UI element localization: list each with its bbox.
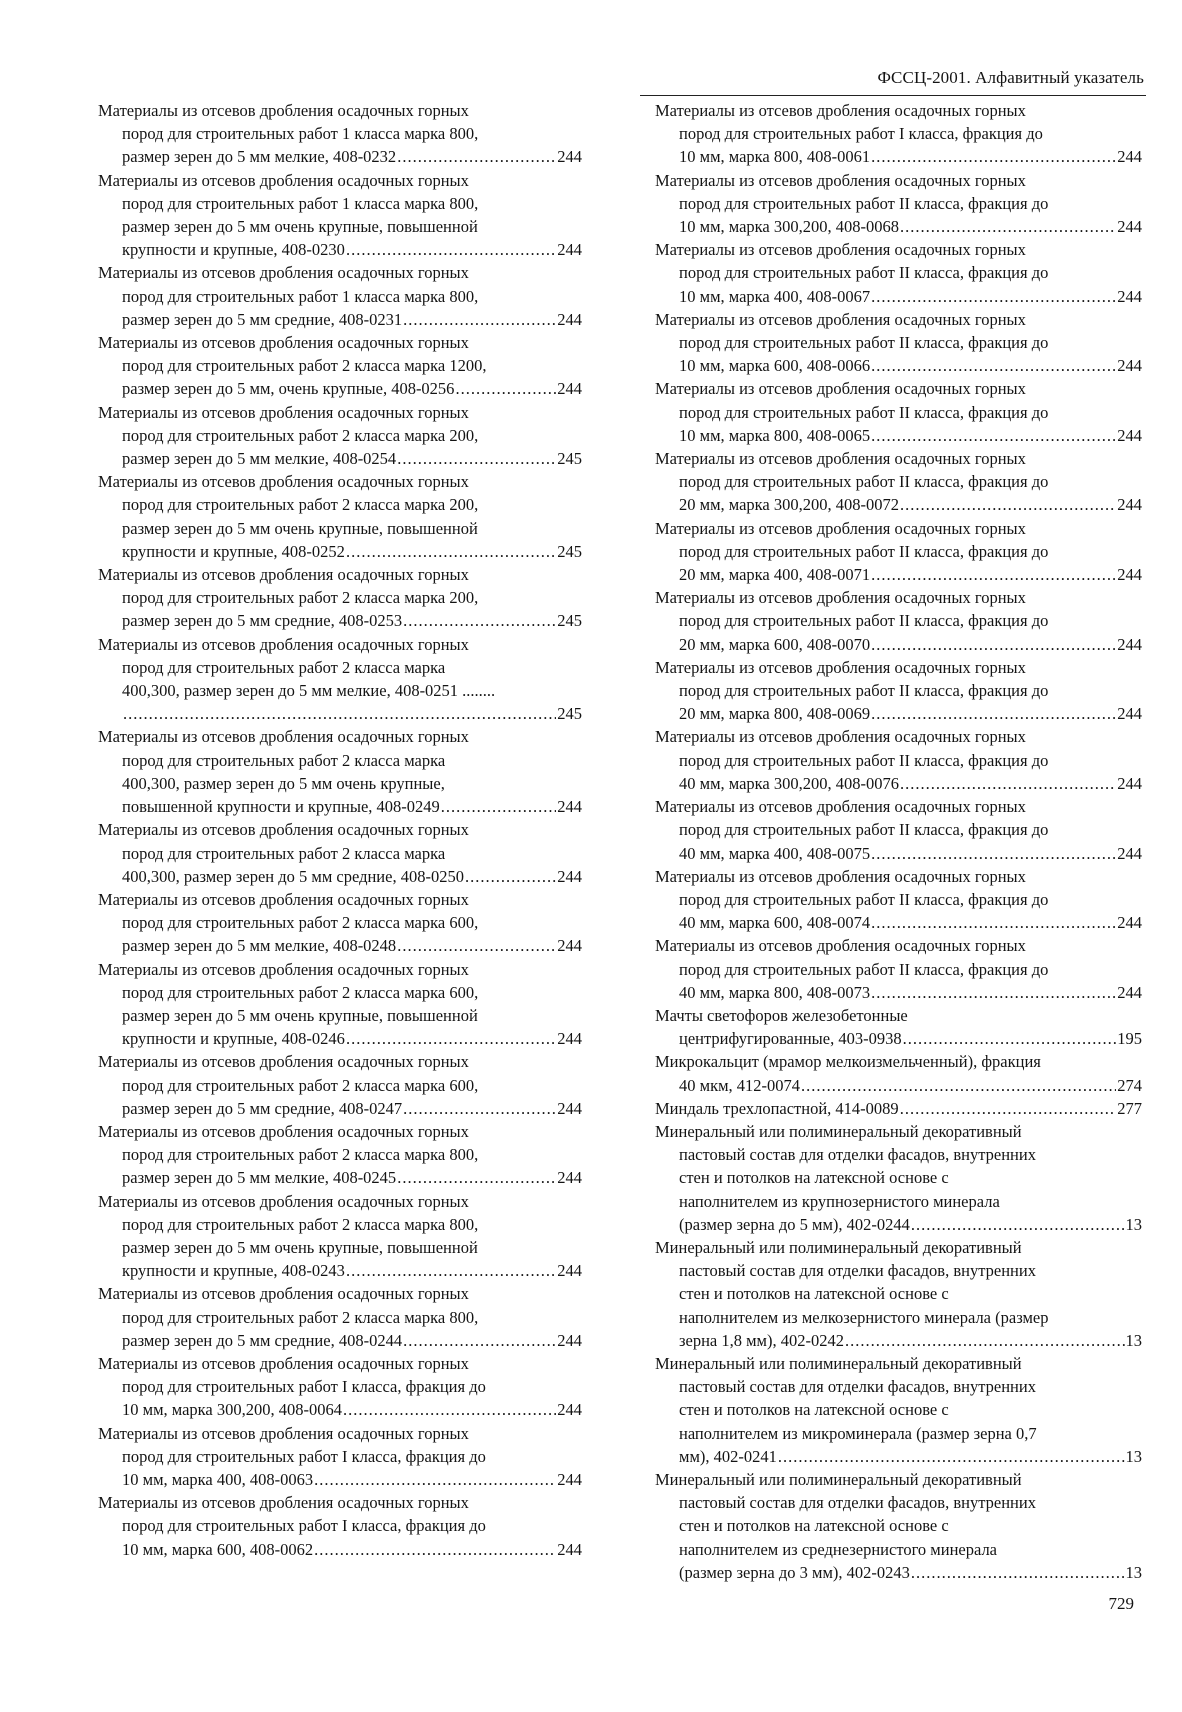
entry-text-line: стен и потолков на латексной основе с (679, 1400, 949, 1420)
dot-leader (123, 702, 556, 725)
index-entry (98, 1120, 582, 1190)
entry-last-line (655, 493, 1142, 516)
entry-last-line (98, 795, 582, 818)
dot-leader (871, 354, 1116, 377)
entry-text-line: крупности и крупные, 408-0243 (122, 1261, 345, 1281)
dot-leader (871, 842, 1116, 865)
dot-leader (900, 772, 1116, 795)
entry-page-number: 244 (557, 147, 582, 167)
entry-text-line: Материалы из отсевов дробления осадочных горных (655, 657, 1026, 677)
entry-text-line: Материалы из отсевов дробления осадочных горных (655, 449, 1026, 469)
entry-text-line: Материалы из отсевов дробления осадочных горных (98, 472, 469, 492)
entry-text-line: пастовый состав для отделки фасадов, внутренних (679, 1377, 1036, 1397)
entry-text-line: размер зерен до 5 мм мелкие, 408-0232 (122, 147, 397, 167)
dot-leader (346, 540, 556, 563)
entry-last-line (655, 772, 1142, 795)
entry-page-number: 244 (1117, 425, 1142, 445)
entry-page-number: 244 (557, 1539, 582, 1559)
index-entry (98, 169, 582, 262)
entry-text-line: крупности и крупные, 408-0246 (122, 1029, 345, 1049)
entry-text-line: пород для строительных работ I класса, фракция до (679, 124, 1043, 144)
entry-page-number: 244 (1117, 565, 1142, 585)
dot-leader (871, 633, 1116, 656)
entry-text-line: размер зерен до 5 мм очень крупные, повышенной (122, 518, 478, 538)
entry-text-line: Материалы из отсевов дробления осадочных горных (98, 820, 469, 840)
entry-page-number: 244 (557, 1469, 582, 1489)
entry-text-line: 10 мм, марка 800, 408-0061 (679, 147, 871, 167)
dot-leader (801, 1074, 1116, 1097)
entry-last-line (655, 1097, 1142, 1120)
entry-page-number: 274 (1117, 1075, 1142, 1095)
entry-page-number: 13 (1125, 1214, 1142, 1234)
index-entry (98, 633, 582, 726)
entry-last-line (98, 609, 582, 632)
dot-leader (314, 1538, 556, 1561)
entry-last-line (98, 1538, 582, 1561)
index-entry (98, 401, 582, 471)
dot-leader (403, 1329, 556, 1352)
index-entry (655, 1004, 1142, 1050)
dot-leader (346, 1027, 556, 1050)
entry-text-line: 40 мм, марка 800, 408-0073 (679, 982, 871, 1002)
dot-leader (346, 1259, 556, 1282)
entry-last-line (98, 865, 582, 888)
dot-leader (397, 447, 556, 470)
entry-text-line: Микрокальцит (мрамор мелкоизмельченный), фракция (655, 1052, 1041, 1072)
entry-text-line: 10 мм, марка 600, 408-0062 (122, 1539, 314, 1559)
entry-last-line (98, 934, 582, 957)
entry-text-line: 20 мм, марка 600, 408-0070 (679, 634, 871, 654)
entry-page-number: 244 (557, 309, 582, 329)
dot-leader (871, 911, 1116, 934)
entry-text-line: Материалы из отсевов дробления осадочных горных (655, 797, 1026, 817)
dot-leader (403, 609, 556, 632)
dot-leader (871, 285, 1116, 308)
entry-text-line: размер зерен до 5 мм мелкие, 408-0254 (122, 449, 397, 469)
index-entry (655, 308, 1142, 378)
entry-text-line: Материалы из отсевов дробления осадочных горных (98, 402, 469, 422)
index-entry (98, 1352, 582, 1422)
entry-text-line: пород для строительных работ II класса, фракция до (679, 472, 1049, 492)
entry-last-line (655, 633, 1142, 656)
entry-text-line: Материалы из отсевов дробления осадочных горных (655, 240, 1026, 260)
entry-last-line (655, 1074, 1142, 1097)
entry-text-line: пастовый состав для отделки фасадов, внутренних (679, 1145, 1036, 1165)
index-entry (655, 725, 1142, 795)
entry-text-line: пород для строительных работ II класса, фракция до (679, 263, 1049, 283)
entry-text-line: пород для строительных работ 2 класса марка (122, 657, 446, 677)
index-entry (98, 888, 582, 958)
entry-text-line: Миндаль трехлопастной, 414-0089 (655, 1098, 899, 1118)
entry-last-line (98, 1027, 582, 1050)
entry-text-line: пород для строительных работ 2 класса марка 800, (122, 1145, 479, 1165)
entry-last-line (655, 981, 1142, 1004)
index-entry (655, 1236, 1142, 1352)
entry-text-line: 40 мм, марка 600, 408-0074 (679, 913, 871, 933)
entry-page-number: 244 (1117, 634, 1142, 654)
entry-text-line: Минеральный или полиминеральный декоративный (655, 1121, 1022, 1141)
dot-leader (911, 1213, 1125, 1236)
entry-text-line: (размер зерна до 5 мм), 402-0244 (679, 1214, 910, 1234)
entry-text-line: пород для строительных работ II класса, фракция до (679, 611, 1049, 631)
entry-text-line: Материалы из отсевов дробления осадочных горных (655, 866, 1026, 886)
index-entry (655, 517, 1142, 587)
entry-text-line: размер зерен до 5 мм мелкие, 408-0245 (122, 1168, 397, 1188)
entry-page-number: 244 (557, 1330, 582, 1350)
index-entry (655, 656, 1142, 726)
entry-text-line: пород для строительных работ 2 класса марка 800, (122, 1307, 479, 1327)
entry-page-number: 244 (1117, 704, 1142, 724)
entry-text-line: Материалы из отсевов дробления осадочных горных (98, 959, 469, 979)
index-entry (655, 1468, 1142, 1584)
index-entry (98, 99, 582, 169)
page-number: 729 (1108, 1594, 1134, 1613)
entry-last-line (98, 308, 582, 331)
entry-text-line: Материалы из отсевов дробления осадочных горных (98, 1353, 469, 1373)
entry-text-line: 400,300, размер зерен до 5 мм очень крупные, (122, 773, 445, 793)
entry-text-line: Материалы из отсевов дробления осадочных горных (655, 518, 1026, 538)
index-column-left (98, 99, 582, 1561)
entry-page-number: 244 (557, 379, 582, 399)
entry-last-line (655, 563, 1142, 586)
dot-leader (346, 238, 556, 261)
dot-leader (871, 981, 1116, 1004)
index-entry (655, 377, 1142, 447)
entry-text-line: пород для строительных работ 2 класса марка 600, (122, 1075, 479, 1095)
entry-text-line: наполнителем из мелкозернистого минерала (размер (679, 1307, 1049, 1327)
entry-text-line: Материалы из отсевов дробления осадочных горных (98, 263, 469, 283)
dot-leader (465, 865, 556, 888)
index-entry (98, 331, 582, 401)
dot-leader (778, 1445, 1125, 1468)
entry-text-line: стен и потолков на латексной основе с (679, 1168, 949, 1188)
dot-leader (900, 1097, 1117, 1120)
entry-text-line: Материалы из отсевов дробления осадочных горных (98, 889, 469, 909)
entry-page-number: 244 (557, 866, 582, 886)
entry-page-number: 245 (557, 611, 582, 631)
entry-text-line: пород для строительных работ 1 класса марка 800, (122, 286, 479, 306)
entry-text-line: пород для строительных работ 2 класса марка (122, 843, 446, 863)
entry-text-line: пород для строительных работ 2 класса марка 800, (122, 1214, 479, 1234)
entry-last-line (655, 1561, 1142, 1584)
entry-page-number: 244 (1117, 913, 1142, 933)
entry-text-line: пород для строительных работ II класса, фракция до (679, 402, 1049, 422)
entry-text-line: Материалы из отсевов дробления осадочных горных (655, 379, 1026, 399)
entry-last-line (655, 1329, 1142, 1352)
dot-leader (397, 145, 556, 168)
entry-text-line: Минеральный или полиминеральный декоративный (655, 1469, 1022, 1489)
entry-last-line (98, 1166, 582, 1189)
entry-text-line: Материалы из отсевов дробления осадочных горных (655, 101, 1026, 120)
index-entry (98, 1190, 582, 1283)
entry-text-line: пород для строительных работ 2 класса марка 200, (122, 588, 479, 608)
dot-leader (871, 424, 1116, 447)
entry-page-number: 244 (1117, 495, 1142, 515)
entry-page-number: 244 (557, 1168, 582, 1188)
index-entry (98, 470, 582, 563)
entry-text-line: наполнителем из среднезернистого минерала (679, 1539, 998, 1559)
entry-page-number: 245 (557, 704, 582, 724)
entry-text-line: повышенной крупности и крупные, 408-0249 (122, 797, 440, 817)
entry-text-line: пород для строительных работ 2 класса марка 200, (122, 425, 479, 445)
entry-text-line: Материалы из отсевов дробления осадочных горных (98, 727, 469, 747)
entry-text-line: Материалы из отсевов дробления осадочных горных (655, 588, 1026, 608)
entry-last-line (98, 145, 582, 168)
page-header-title: ФССЦ-2001. Алфавитный указатель (877, 68, 1144, 87)
entry-last-line (655, 285, 1142, 308)
entry-text-line: пород для строительных работ 1 класса марка 800, (122, 193, 479, 213)
entry-text-line: пастовый состав для отделки фасадов, внутренних (679, 1261, 1036, 1281)
entry-text-line: пород для строительных работ II класса, фракция до (679, 333, 1049, 353)
entry-text-line: стен и потолков на латексной основе с (679, 1516, 949, 1536)
entry-last-line (655, 702, 1142, 725)
entry-page-number: 244 (557, 797, 582, 817)
entry-text-line: размер зерен до 5 мм очень крупные, повышенной (122, 217, 478, 237)
entry-text-line: размер зерен до 5 мм средние, 408-0247 (122, 1098, 403, 1118)
index-entry (655, 169, 1142, 239)
entry-page-number: 13 (1125, 1446, 1142, 1466)
entry-page-number: 244 (1117, 843, 1142, 863)
entry-text-line: 20 мм, марка 300,200, 408-0072 (679, 495, 899, 515)
entry-text-line: Материалы из отсевов дробления осадочных горных (98, 1423, 469, 1443)
entry-page-number: 244 (557, 240, 582, 260)
entry-text-line: крупности и крупные, 408-0252 (122, 541, 345, 561)
entry-last-line (655, 1213, 1142, 1236)
entry-text-line: 400,300, размер зерен до 5 мм средние, 408-0250 (122, 866, 464, 886)
index-entry (655, 934, 1142, 1004)
entry-text-line: 10 мм, марка 600, 408-0066 (679, 356, 871, 376)
entry-text-line: Материалы из отсевов дробления осадочных горных (98, 1284, 469, 1304)
index-entry (98, 818, 582, 888)
index-column-right (655, 99, 1142, 1584)
entry-text-line: (размер зерна до 3 мм), 402-0243 (679, 1562, 910, 1582)
dot-leader (871, 702, 1116, 725)
entry-text-line: пород для строительных работ II класса, фракция до (679, 959, 1049, 979)
entry-text-line: пород для строительных работ 2 класса марка 600, (122, 982, 479, 1002)
entry-text-line: Материалы из отсевов дробления осадочных горных (98, 1121, 469, 1141)
entry-text-line: зерна 1,8 мм), 402-0242 (679, 1330, 844, 1350)
index-entry (98, 1050, 582, 1120)
entry-text-line: пород для строительных работ II класса, фракция до (679, 889, 1049, 909)
dot-leader (871, 563, 1116, 586)
entry-text-line: пород для строительных работ 2 класса марка (122, 750, 446, 770)
entry-page-number: 244 (557, 1261, 582, 1281)
entry-page-number: 244 (1117, 773, 1142, 793)
entry-last-line (98, 702, 582, 725)
index-entry (98, 958, 582, 1051)
entry-text-line: Материалы из отсевов дробления осадочных горных (655, 727, 1026, 747)
entry-page-number: 244 (1117, 356, 1142, 376)
index-entry (98, 563, 582, 633)
entry-text-line: 10 мм, марка 800, 408-0065 (679, 425, 871, 445)
entry-text-line: пород для строительных работ 1 класса марка 800, (122, 124, 479, 144)
entry-text-line: пород для строительных работ II класса, фракция до (679, 820, 1049, 840)
entry-last-line (655, 145, 1142, 168)
index-entry (98, 261, 582, 331)
entry-text-line: пород для строительных работ 2 класса марка 600, (122, 913, 479, 933)
entry-text-line: Материалы из отсевов дробления осадочных горных (98, 1191, 469, 1211)
entry-text-line: 10 мм, марка 300,200, 408-0064 (122, 1400, 342, 1420)
entry-text-line: Материалы из отсевов дробления осадочных горных (98, 1493, 469, 1513)
entry-text-line: наполнителем из крупнозернистого минерала (679, 1191, 1000, 1211)
entry-page-number: 195 (1117, 1029, 1142, 1049)
dot-leader (911, 1561, 1125, 1584)
dot-leader (455, 377, 556, 400)
entry-last-line (98, 447, 582, 470)
entry-page-number: 244 (557, 1400, 582, 1420)
entry-last-line (98, 377, 582, 400)
entry-text-line: 20 мм, марка 800, 408-0069 (679, 704, 871, 724)
index-entry (98, 1282, 582, 1352)
dot-leader (900, 215, 1116, 238)
index-entry (655, 99, 1142, 169)
entry-text-line: Материалы из отсевов дробления осадочных горных (98, 101, 469, 120)
entry-text-line: 20 мм, марка 400, 408-0071 (679, 565, 871, 585)
index-entry (655, 586, 1142, 656)
index-entry (655, 447, 1142, 517)
entry-last-line (655, 424, 1142, 447)
entry-text-line: размер зерен до 5 мм средние, 408-0244 (122, 1330, 403, 1350)
entry-page-number: 244 (1117, 982, 1142, 1002)
entry-text-line: Материалы из отсевов дробления осадочных горных (655, 309, 1026, 329)
entry-text-line: 40 мм, марка 400, 408-0075 (679, 843, 871, 863)
entry-text-line: Минеральный или полиминеральный декоративный (655, 1353, 1022, 1373)
entry-text-line: размер зерен до 5 мм очень крупные, повышенной (122, 1005, 478, 1025)
entry-text-line: размер зерен до 5 мм мелкие, 408-0248 (122, 936, 397, 956)
index-entry (655, 1352, 1142, 1468)
entry-text-line: Материалы из отсевов дробления осадочных горных (98, 170, 469, 190)
entry-last-line (655, 842, 1142, 865)
entry-page-number: 244 (1117, 217, 1142, 237)
entry-page-number: 244 (557, 936, 582, 956)
index-entry (98, 1422, 582, 1492)
entry-text-line: Материалы из отсевов дробления осадочных горных (98, 333, 469, 353)
entry-text-line: Материалы из отсевов дробления осадочных горных (98, 634, 469, 654)
entry-text-line: 400,300, размер зерен до 5 мм мелкие, 408-0251 ........ (122, 681, 496, 701)
dot-leader (314, 1468, 556, 1491)
entry-last-line (655, 911, 1142, 934)
index-entry (655, 865, 1142, 935)
entry-text-line: Материалы из отсевов дробления осадочных горных (655, 936, 1026, 956)
entry-text-line: 40 мм, марка 300,200, 408-0076 (679, 773, 899, 793)
entry-text-line: пород для строительных работ II класса, фракция до (679, 681, 1049, 701)
dot-leader (903, 1027, 1117, 1050)
entry-text-line: крупности и крупные, 408-0230 (122, 240, 345, 260)
entry-text-line: пород для строительных работ 2 класса марка 200, (122, 495, 479, 515)
entry-page-number: 245 (557, 449, 582, 469)
index-entry (98, 1491, 582, 1561)
entry-last-line (98, 1398, 582, 1421)
entry-text-line: размер зерен до 5 мм средние, 408-0253 (122, 611, 403, 631)
entry-last-line (98, 1097, 582, 1120)
entry-last-line (98, 540, 582, 563)
entry-page-number: 244 (1117, 286, 1142, 306)
entry-last-line (655, 215, 1142, 238)
dot-leader (397, 1166, 556, 1189)
entry-last-line (98, 1468, 582, 1491)
entry-text-line: пород для строительных работ 2 класса марка 1200, (122, 356, 487, 376)
entry-text-line: пород для строительных работ II класса, фракция до (679, 750, 1049, 770)
entry-last-line (655, 354, 1142, 377)
entry-text-line: 10 мм, марка 400, 408-0067 (679, 286, 871, 306)
entry-text-line: Материалы из отсевов дробления осадочных горных (655, 170, 1026, 190)
entry-text-line: пород для строительных работ II класса, фракция до (679, 193, 1049, 213)
dot-leader (403, 1097, 556, 1120)
entry-page-number: 244 (557, 1098, 582, 1118)
entry-text-line: размер зерен до 5 мм, очень крупные, 408-0256 (122, 379, 455, 399)
entry-text-line: размер зерен до 5 мм очень крупные, повышенной (122, 1237, 478, 1257)
entry-text-line: 10 мм, марка 400, 408-0063 (122, 1469, 314, 1489)
entry-text-line: 10 мм, марка 300,200, 408-0068 (679, 217, 899, 237)
dot-leader (441, 795, 556, 818)
entry-page-number: 244 (1117, 147, 1142, 167)
entry-page-number: 13 (1125, 1562, 1142, 1582)
entry-text-line: размер зерен до 5 мм средние, 408-0231 (122, 309, 403, 329)
entry-text-line: 40 мкм, 412-0074 (679, 1075, 801, 1095)
entry-last-line (655, 1445, 1142, 1468)
entry-last-line (98, 238, 582, 261)
index-entry (98, 725, 582, 818)
entry-page-number: 13 (1125, 1330, 1142, 1350)
index-entry (655, 1097, 1142, 1120)
index-entry (655, 795, 1142, 865)
entry-last-line (655, 1027, 1142, 1050)
entry-text-line: Материалы из отсевов дробления осадочных горных (98, 1052, 469, 1072)
index-entry (655, 238, 1142, 308)
index-entry (655, 1120, 1142, 1236)
entry-text-line: Минеральный или полиминеральный декоративный (655, 1237, 1022, 1257)
entry-text-line: наполнителем из микроминерала (размер зерна 0,7 (679, 1423, 1037, 1443)
entry-text-line: пород для строительных работ I класса, фракция до (122, 1446, 486, 1466)
dot-leader (871, 145, 1116, 168)
entry-text-line: пород для строительных работ I класса, фракция до (122, 1377, 486, 1397)
entry-page-number: 244 (557, 1029, 582, 1049)
dot-leader (397, 934, 556, 957)
dot-leader (343, 1398, 556, 1421)
entry-text-line: Материалы из отсевов дробления осадочных горных (98, 565, 469, 585)
entry-page-number: 277 (1117, 1098, 1142, 1118)
entry-last-line (98, 1259, 582, 1282)
header-rule (640, 95, 1146, 96)
dot-leader (845, 1329, 1125, 1352)
index-entry (655, 1050, 1142, 1096)
entry-text-line: пород для строительных работ I класса, фракция до (122, 1516, 486, 1536)
entry-text-line: пастовый состав для отделки фасадов, внутренних (679, 1493, 1036, 1513)
dot-leader (403, 308, 556, 331)
entry-text-line: стен и потолков на латексной основе с (679, 1284, 949, 1304)
entry-text-line: мм), 402-0241 (679, 1446, 777, 1466)
entry-text-line: центрифугированные, 403-0938 (679, 1029, 902, 1049)
dot-leader (900, 493, 1116, 516)
entry-last-line (98, 1329, 582, 1352)
entry-text-line: Мачты светофоров железобетонные (655, 1005, 908, 1025)
entry-text-line: пород для строительных работ II класса, фракция до (679, 541, 1049, 561)
entry-page-number: 245 (557, 541, 582, 561)
